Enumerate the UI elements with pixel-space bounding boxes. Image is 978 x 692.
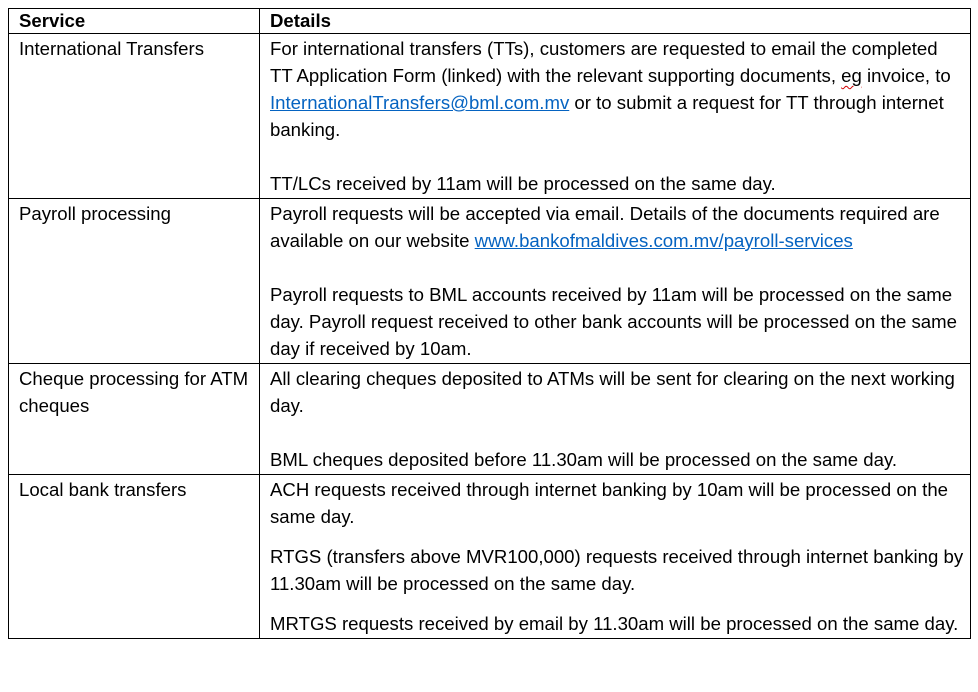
details-cell [260, 364, 971, 475]
website-link[interactable]: www.bankofmaldives.com.mv/payroll-services [474, 230, 853, 251]
details-paragraph [270, 35, 964, 143]
email-link[interactable]: InternationalTransfers@bml.com.mv [270, 92, 570, 113]
details-paragraph: ACH requests received through internet banking by 10am will be processed on the same day. [270, 479, 949, 527]
details-paragraph: MRTGS requests received by email by 11.30am will be processed on the same day. [270, 613, 959, 634]
table-row [9, 475, 971, 639]
header-details: Details [260, 9, 971, 34]
text-run: For international transfers (TTs), customers are requested to email the completed TT Application Form (linked) with the relevant supporting documents, [270, 38, 938, 86]
details-cell [260, 199, 971, 364]
spellcheck-word: eg [841, 65, 862, 86]
details-paragraph [270, 200, 964, 254]
service-cell: International Transfers [9, 34, 260, 199]
services-table [8, 8, 971, 639]
text-run: or to submit a request for TT through internet banking. [270, 92, 944, 140]
table-row [9, 34, 971, 199]
service-cell: Cheque processing for ATM cheques [9, 364, 260, 475]
details-paragraph: Payroll requests to BML accounts received by 11am will be processed on the same day. Payroll request received to other bank accounts will be processed on the same day if received by 10am. [270, 284, 957, 359]
details-cell [260, 475, 971, 639]
details-paragraph: RTGS (transfers above MVR100,000) requests received through internet banking by 11.30am will be processed on the same day. [270, 546, 964, 594]
table-row [9, 364, 971, 475]
service-cell: Local bank transfers [9, 475, 260, 639]
header-row [9, 9, 971, 34]
text-run: Payroll requests will be accepted via email. Details of the documents required are available on our website [270, 203, 940, 251]
details-cell [260, 34, 971, 199]
table-row [9, 199, 971, 364]
header-service: Service [9, 9, 260, 34]
text-run: invoice, to [861, 65, 951, 86]
details-paragraph: All clearing cheques deposited to ATMs will be sent for clearing on the next working day. [270, 368, 955, 416]
details-paragraph: TT/LCs received by 11am will be processed on the same day. [270, 173, 776, 194]
details-paragraph: BML cheques deposited before 11.30am will be processed on the same day. [270, 449, 898, 470]
service-cell: Payroll processing [9, 199, 260, 364]
